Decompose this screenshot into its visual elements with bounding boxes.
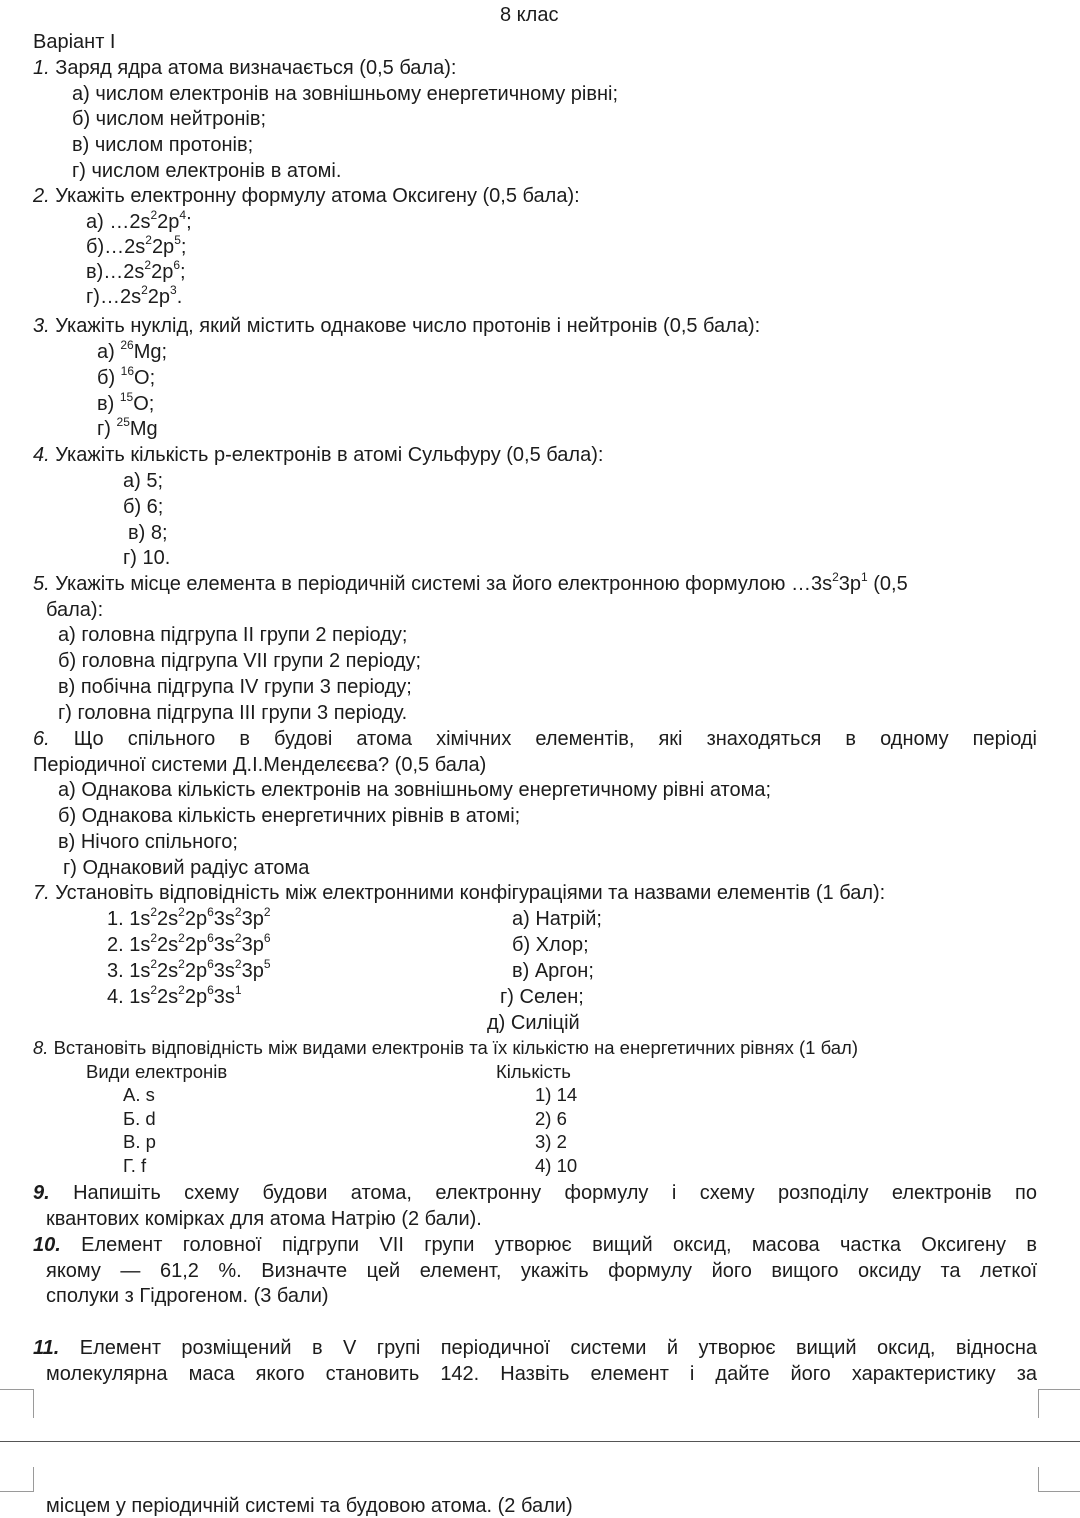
q2-option-a: а) $\dots 2s^22p^4$;: [86, 208, 192, 233]
question-1: [33, 56, 456, 80]
q8-column-types: Види електронів: [86, 1061, 228, 1082]
q2-option-b: $б)\dots 2s^22p^5$;: [86, 233, 187, 258]
q6-option-c: в) Нічого спільного;: [58, 831, 238, 853]
question-number: 7.: [33, 882, 50, 904]
q7-name-e: д) Силіцій: [487, 1012, 580, 1034]
question-11-cont2: місцем у періодичній системі та будовою атома. (2 бали): [46, 1495, 573, 1517]
q4-option-a: а) 5;: [123, 470, 164, 492]
q3-option-a: а) $^{26}$Mg;: [97, 338, 168, 363]
q7-name-c: в) Аргон;: [512, 960, 594, 982]
q8-count-2: 2) 6: [535, 1108, 567, 1129]
q7-name-d: г) Селен;: [500, 986, 584, 1008]
question-text: Елемент головної підгрупи VII групи утворює вищий оксид, масова частка Оксигену в: [81, 1234, 1037, 1256]
question-2: [33, 184, 580, 208]
question-6-cont: Періодичної системи Д.І.Менделєєва? (0,5 бала): [33, 754, 487, 776]
q5-option-b: б) головна підгрупа VІІ групи 2 періоду;: [58, 650, 422, 672]
question-text: Установіть відповідність між електронними конфігураціями та назвами елементів (1 бал):: [55, 882, 886, 904]
question-text: Елемент розміщений в V групі періодичної системи й утворює вищий оксид, відносна: [79, 1337, 1037, 1359]
q7-name-b: б) Хлор;: [512, 934, 589, 956]
question-4: [33, 443, 603, 467]
q4-option-d: г) 10.: [123, 547, 171, 569]
q6-option-d: г) Однаковий радіус атома: [63, 857, 310, 879]
question-text: Встановіть відповідність між видами електронів та їх кількістю на енергетичних рівнях (1 бал): [53, 1037, 858, 1058]
question-7: [33, 881, 885, 905]
q2-option-c: $в)\dots 2s^22p^6$;: [86, 258, 186, 283]
question-number: 6.: [33, 728, 50, 750]
q8-count-3: 3) 2: [535, 1131, 567, 1152]
variant-title: Варіант І: [33, 31, 116, 53]
grade-title: 8 клас: [500, 4, 559, 26]
question-text: Укажіть нуклід, який містить однакове число протонів і нейтронів (0,5 бала):: [55, 315, 761, 337]
q8-type-d: Г. f: [123, 1155, 147, 1176]
question-text: Що спільного в будові атома хімічних елементів, які знаходяться в одному періоді: [73, 728, 1037, 750]
page-separator: [0, 1441, 1080, 1442]
question-5-cont: бала):: [46, 599, 104, 621]
question-number: 2.: [33, 185, 50, 207]
question-text: Укажіть кількість р-електронів в атомі Сульфуру (0,5 бала):: [55, 444, 604, 466]
q7-config-2: 2. $1s^22s^22p^63s^23p^6$: [107, 931, 271, 956]
q8-type-c: В. p: [123, 1131, 156, 1152]
q4-option-c: в) 8;: [128, 522, 168, 544]
q1-option-c: в) числом протонів;: [72, 134, 254, 156]
q7-config-4: 4. $1s^22s^22p^63s^1$: [107, 983, 242, 1008]
q7-config-1: 1. $1s^22s^22p^63s^23p^2$: [107, 905, 271, 930]
question-text: Укажіть електронну формулу атома Оксигену (0,5 бала):: [55, 185, 580, 207]
question-text: Напишіть схему будови атома, електронну формулу і схему розподілу електронів по: [73, 1182, 1037, 1204]
question-5: 5. Укажіть місце елемента в періодичній системі за його електронною формулою $\dots 3s^23p^1$ (0,5: [33, 570, 908, 595]
q6-option-b: б) Однакова кількість енергетичних рівнів в атомі;: [58, 805, 521, 827]
q8-count-4: 4) 10: [535, 1155, 578, 1176]
q2-option-d: $г)\dots 2s^22p^3$.: [86, 283, 183, 308]
q1-option-b: б) числом нейтронів;: [72, 108, 267, 130]
q3-option-c: в) $^{15}$O;: [97, 390, 155, 415]
question-10-cont: якому — 61,2 %. Визначте цей елемент, укажіть формулу його вищого оксиду та леткої: [46, 1260, 1037, 1282]
q8-column-counts: Кількість: [496, 1061, 571, 1082]
q8-type-a: А. s: [123, 1084, 155, 1105]
question-number: 5.: [33, 573, 50, 595]
q4-option-b: б) 6;: [123, 496, 164, 518]
question-number: 8.: [33, 1037, 49, 1058]
question-text: Заряд ядра атома визначається (0,5 бала):: [55, 57, 457, 79]
q8-type-b: Б. d: [123, 1108, 156, 1129]
page-corner-mark: [0, 1389, 34, 1418]
q8-count-1: 1) 14: [535, 1084, 578, 1105]
q3-option-d: г) $^{25}$Mg: [97, 415, 158, 440]
question-number: 11.: [33, 1337, 60, 1359]
question-10: [33, 1233, 1037, 1257]
question-number: 4.: [33, 444, 50, 466]
question-number: 1.: [33, 57, 50, 79]
q5-option-c: в) побічна підгрупа ІV групи 3 періоду;: [58, 676, 412, 698]
question-number: 3.: [33, 315, 50, 337]
question-11: [33, 1336, 1037, 1360]
q7-name-a: а) Натрій;: [512, 908, 602, 930]
question-6: [33, 727, 1037, 751]
question-number: 9.: [33, 1182, 50, 1204]
q5-option-d: г) головна підгрупа ІІІ групи 3 періоду.: [58, 702, 408, 724]
page-corner-mark: [1038, 1389, 1080, 1418]
question-11-cont: молекулярна маса якого становить 142. Назвіть елемент і дайте його характеристику за: [46, 1363, 1037, 1385]
question-10-cont2: сполуки з Гідрогеном. (3 бали): [46, 1285, 329, 1307]
question-9: [33, 1181, 1037, 1205]
q7-config-3: 3. $1s^22s^22p^63s^23p^5$: [107, 957, 271, 982]
q6-option-a: а) Однакова кількість електронів на зовнішньому енергетичному рівні атома;: [58, 779, 772, 801]
page-corner-mark: [1038, 1467, 1080, 1492]
question-9-cont: квантових комірках для атома Натрію (2 бали).: [46, 1208, 482, 1230]
question-8: [33, 1036, 858, 1060]
q5-option-a: а) головна підгрупа ІІ групи 2 періоду;: [58, 624, 408, 646]
page-corner-mark: [0, 1467, 34, 1492]
q1-option-d: г) числом електронів в атомі.: [72, 160, 342, 182]
q1-option-a: а) числом електронів на зовнішньому енергетичному рівні;: [72, 83, 619, 105]
question-3: [33, 314, 760, 338]
question-text: Укажіть місце елемента в періодичній системі за його електронною формулою …3s: [55, 573, 833, 595]
question-number: 10.: [33, 1234, 61, 1256]
q3-option-b: б) $^{16}$O;: [97, 364, 156, 389]
